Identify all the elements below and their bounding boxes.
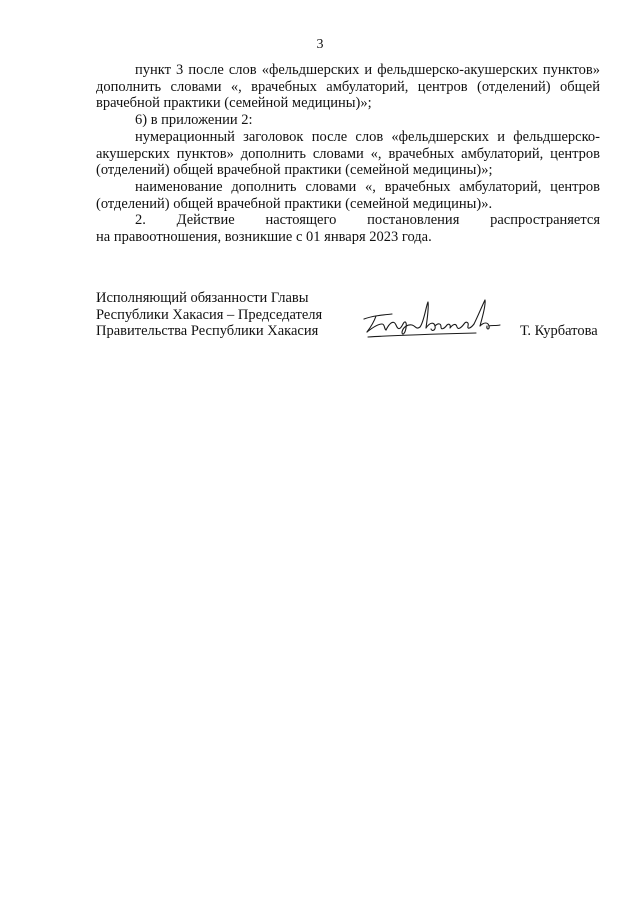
signer-name: Т. Курбатова xyxy=(520,323,598,339)
paragraph-name-amendment: наименование дополнить словами «, врачебных амбулаторий, центров (отделений) общей врачебной практики (семейной медицины)». xyxy=(96,178,600,212)
handwritten-signature xyxy=(358,292,508,344)
paragraph-effect-date: на правоотношения, возникшие с 01 января 2023 года. xyxy=(96,229,432,246)
paragraph-numbering-heading-amendment: нумерационный заголовок после слов «фельдшерских и фельдшерско-акушерских пунктов» дополнить словами «, врачебных амбулаторий, центров (отделений) общей врачебной практики (семейной медицины)»; xyxy=(96,128,600,179)
page-number: 3 xyxy=(316,37,324,52)
paragraph-effect-clause: 2. Действие настоящего постановления распространяется xyxy=(135,212,600,229)
signatory-title xyxy=(96,290,326,340)
signatory-title-line: Республики Хакасия – Председателя xyxy=(96,306,323,323)
signatory-title-line: Исполняющий обязанности Главы xyxy=(96,290,309,306)
signatory-title-line: Правительства Республики Хакасия xyxy=(96,323,319,340)
paragraph-appendix-2-heading: 6) в приложении 2: xyxy=(135,112,253,129)
document-body xyxy=(96,62,600,246)
paragraph-item-3-amendment: пункт 3 после слов «фельдшерских и фельдшерско-акушерских пунктов» дополнить словами «, врачебных амбулаторий, центров (отделений) общей врачебной практики (семейной медицины)»; xyxy=(96,62,600,112)
